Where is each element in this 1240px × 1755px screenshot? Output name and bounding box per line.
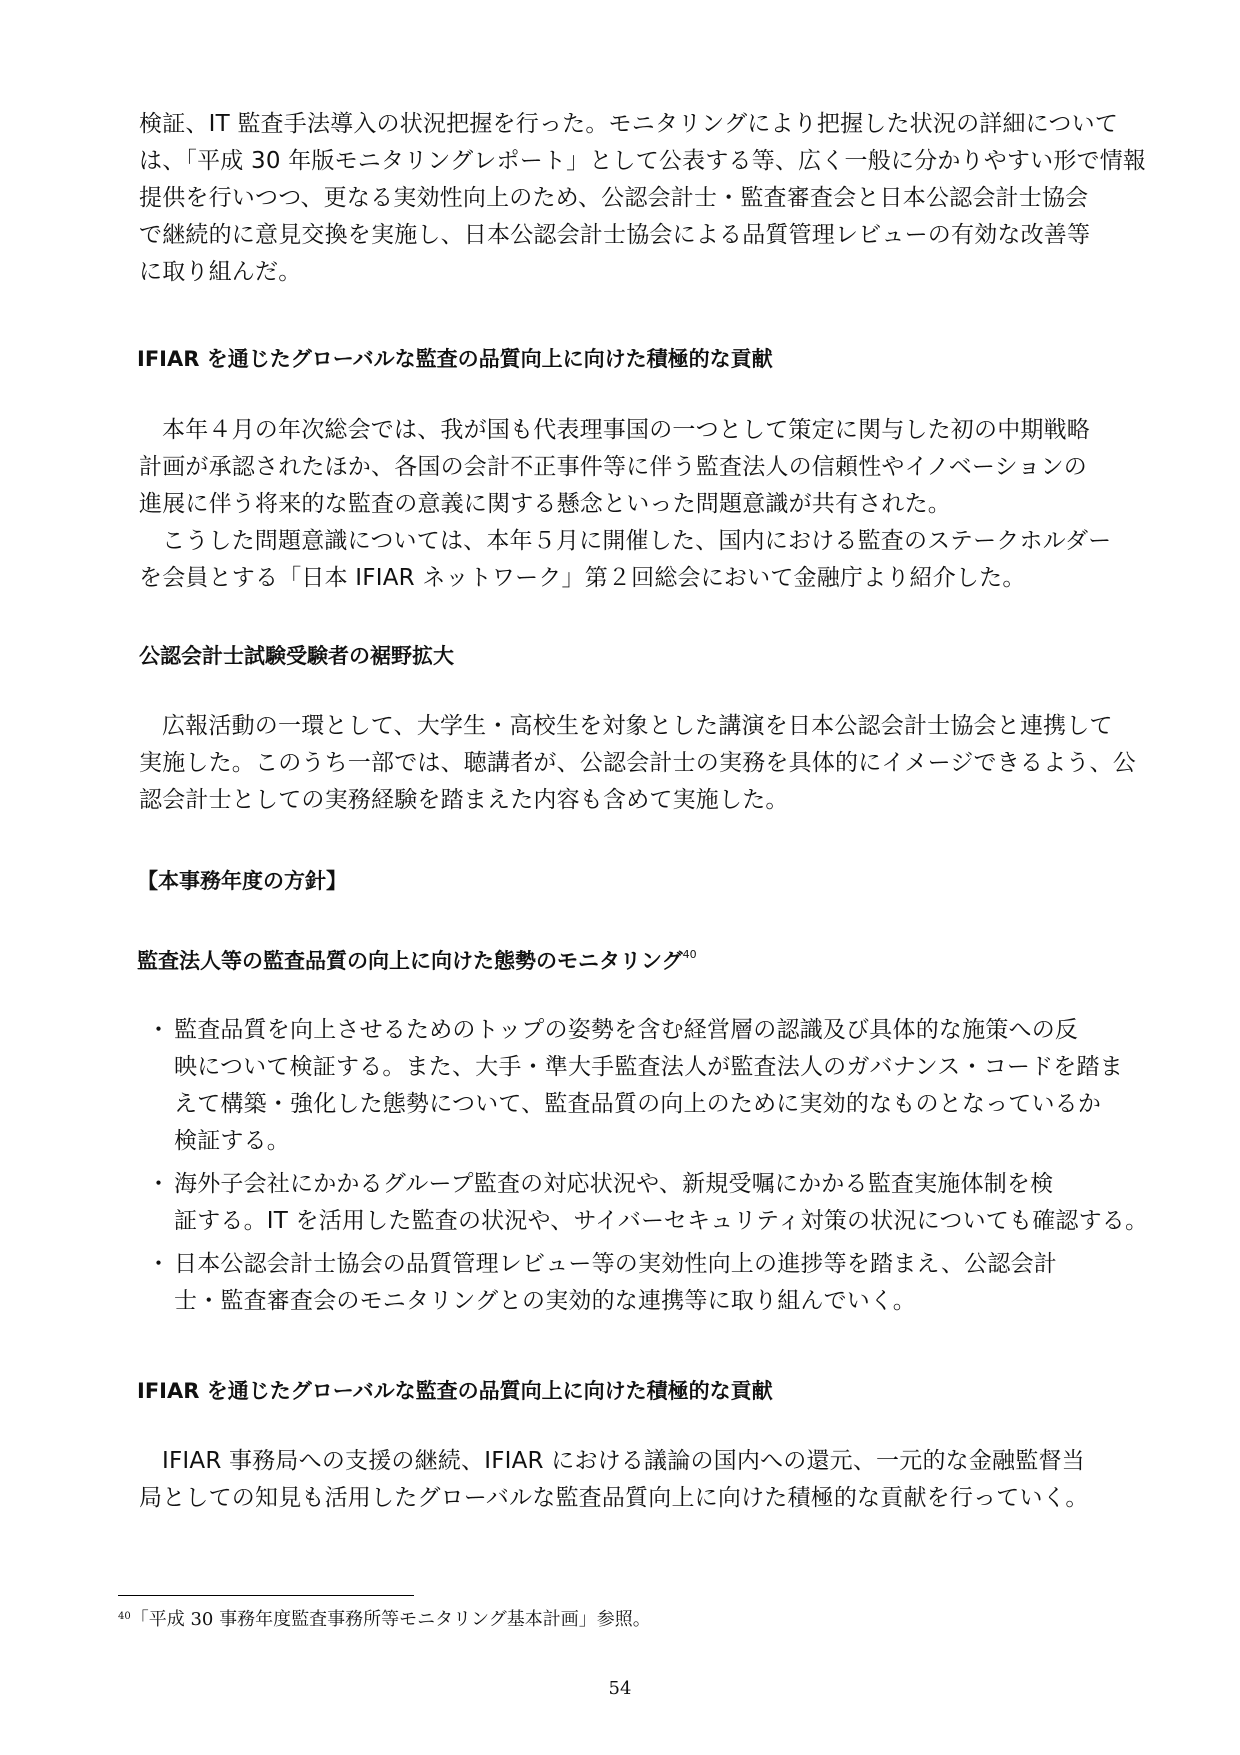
paragraph-line: で継続的に意見交換を実施し、日本公認会計士協会による品質管理レビューの有効な改善等: [139, 222, 1091, 248]
footnote-separator: [118, 1595, 414, 1596]
list-item: [139, 1012, 1148, 1160]
bullet-mark: ・: [147, 1251, 170, 1277]
paragraph-line: 提供を行いつつ、更なる実効性向上のため、公認会計士・監査審査会と日本公認会計士協会: [139, 185, 1089, 211]
section-heading-ifiar: IFIAR を通じたグローバルな監査の品質向上に向けた積極的な貢献: [137, 347, 773, 371]
ifiar-paragraph: [139, 412, 1111, 597]
list-item: [139, 1166, 1148, 1240]
paragraph-line: に取り組んだ。: [139, 259, 302, 285]
paragraph-line: えて構築・強化した態勢について、監査品質の向上のために実効的なものとなっているか: [174, 1091, 1102, 1117]
paragraph-line: 映について検証する。また、大手・準大手監査法人が監査法人のガバナンス・コードを踏ま: [174, 1054, 1123, 1080]
policy-heading: 【本事務年度の方針】: [137, 869, 347, 893]
page-number: 54: [608, 1678, 632, 1699]
footnote-text: 「平成 30 事務年度監査事務所等モニタリング基本計画」参照。: [130, 1609, 651, 1630]
footnote-reference[interactable]: 40: [682, 948, 697, 961]
paragraph-line: 検証、IT 監査手法導入の状況把握を行った。モニタリングにより把握した状況の詳細について: [139, 111, 1119, 137]
paragraph-line: 士・監査審査会のモニタリングとの実効的な連携等に取り組んでいく。: [174, 1288, 916, 1314]
section-continued-paragraph: [139, 106, 1146, 291]
footnote: [118, 1604, 651, 1633]
paragraph-line: 日本公認会計士協会の品質管理レビュー等の実効性向上の進捗等を踏まえ、公認会計: [174, 1251, 1057, 1277]
bullet-mark: ・: [147, 1017, 170, 1043]
paragraph-line: 検証する。: [174, 1128, 290, 1154]
paragraph-line: こうした問題意識については、本年５月に開催した、国内における監査のステークホルダー: [162, 528, 1112, 554]
bullet-mark: ・: [147, 1171, 170, 1197]
exam-candidates-paragraph: [139, 708, 1136, 819]
list-item: [139, 1246, 1148, 1320]
bullet-list: [139, 1012, 1148, 1320]
paragraph-line: 広報活動の一環として、大学生・高校生を対象とした講演を日本公認会計士協会と連携して: [162, 713, 1113, 739]
paragraph-line: を会員とする「日本 IFIAR ネットワーク」第２回総会において金融庁より紹介した。: [139, 565, 1026, 591]
paragraph-line: 進展に伴う将来的な監査の意義に関する懸念といった問題意識が共有された。: [139, 491, 951, 517]
paragraph-line: 局としての知見も活用したグローバルな監査品質向上に向けた積極的な貢献を行っていく。: [139, 1485, 1089, 1511]
section-heading-monitoring: [137, 940, 697, 976]
paragraph-line: 本年４月の年次総会では、我が国も代表理事国の一つとして策定に関与した初の中期戦略: [162, 417, 1091, 443]
paragraph-line: IFIAR 事務局への支援の継続、IFIAR における議論の国内への還元、一元的な金融監督当: [162, 1448, 1085, 1474]
section-heading-exam-candidates: 公認会計士試験受験者の裾野拡大: [139, 644, 454, 668]
paragraph-line: 認会計士としての実務経験を踏まえた内容も含めて実施した。: [139, 787, 789, 813]
paragraph-line: 証する。IT を活用した監査の状況や、サイバーセキュリティ対策の状況についても確認する。: [174, 1208, 1149, 1234]
footnote-number: 40: [118, 1611, 131, 1622]
paragraph-line: 実施した。このうち一部では、聴講者が、公認会計士の実務を具体的にイメージできるよう、公: [139, 750, 1136, 776]
ifiar-policy-paragraph: [139, 1443, 1089, 1517]
paragraph-line: 監査品質を向上させるためのトップの姿勢を含む経営層の認識及び具体的な施策への反: [174, 1017, 1079, 1043]
paragraph-line: 海外子会社にかかるグループ監査の対応状況や、新規受嘱にかかる監査実施体制を検: [174, 1171, 1054, 1197]
paragraph-line: 計画が承認されたほか、各国の会計不正事件等に伴う監査法人の信頼性やイノベーションの: [139, 454, 1087, 480]
section-heading-ifiar-policy: IFIAR を通じたグローバルな監査の品質向上に向けた積極的な貢献: [137, 1379, 773, 1403]
paragraph-line: は、「平成 30 年版モニタリングレポート」として公表する等、広く一般に分かりやすい形で情報: [139, 148, 1147, 174]
heading-text: 監査法人等の監査品質の向上に向けた態勢のモニタリング: [137, 949, 683, 973]
